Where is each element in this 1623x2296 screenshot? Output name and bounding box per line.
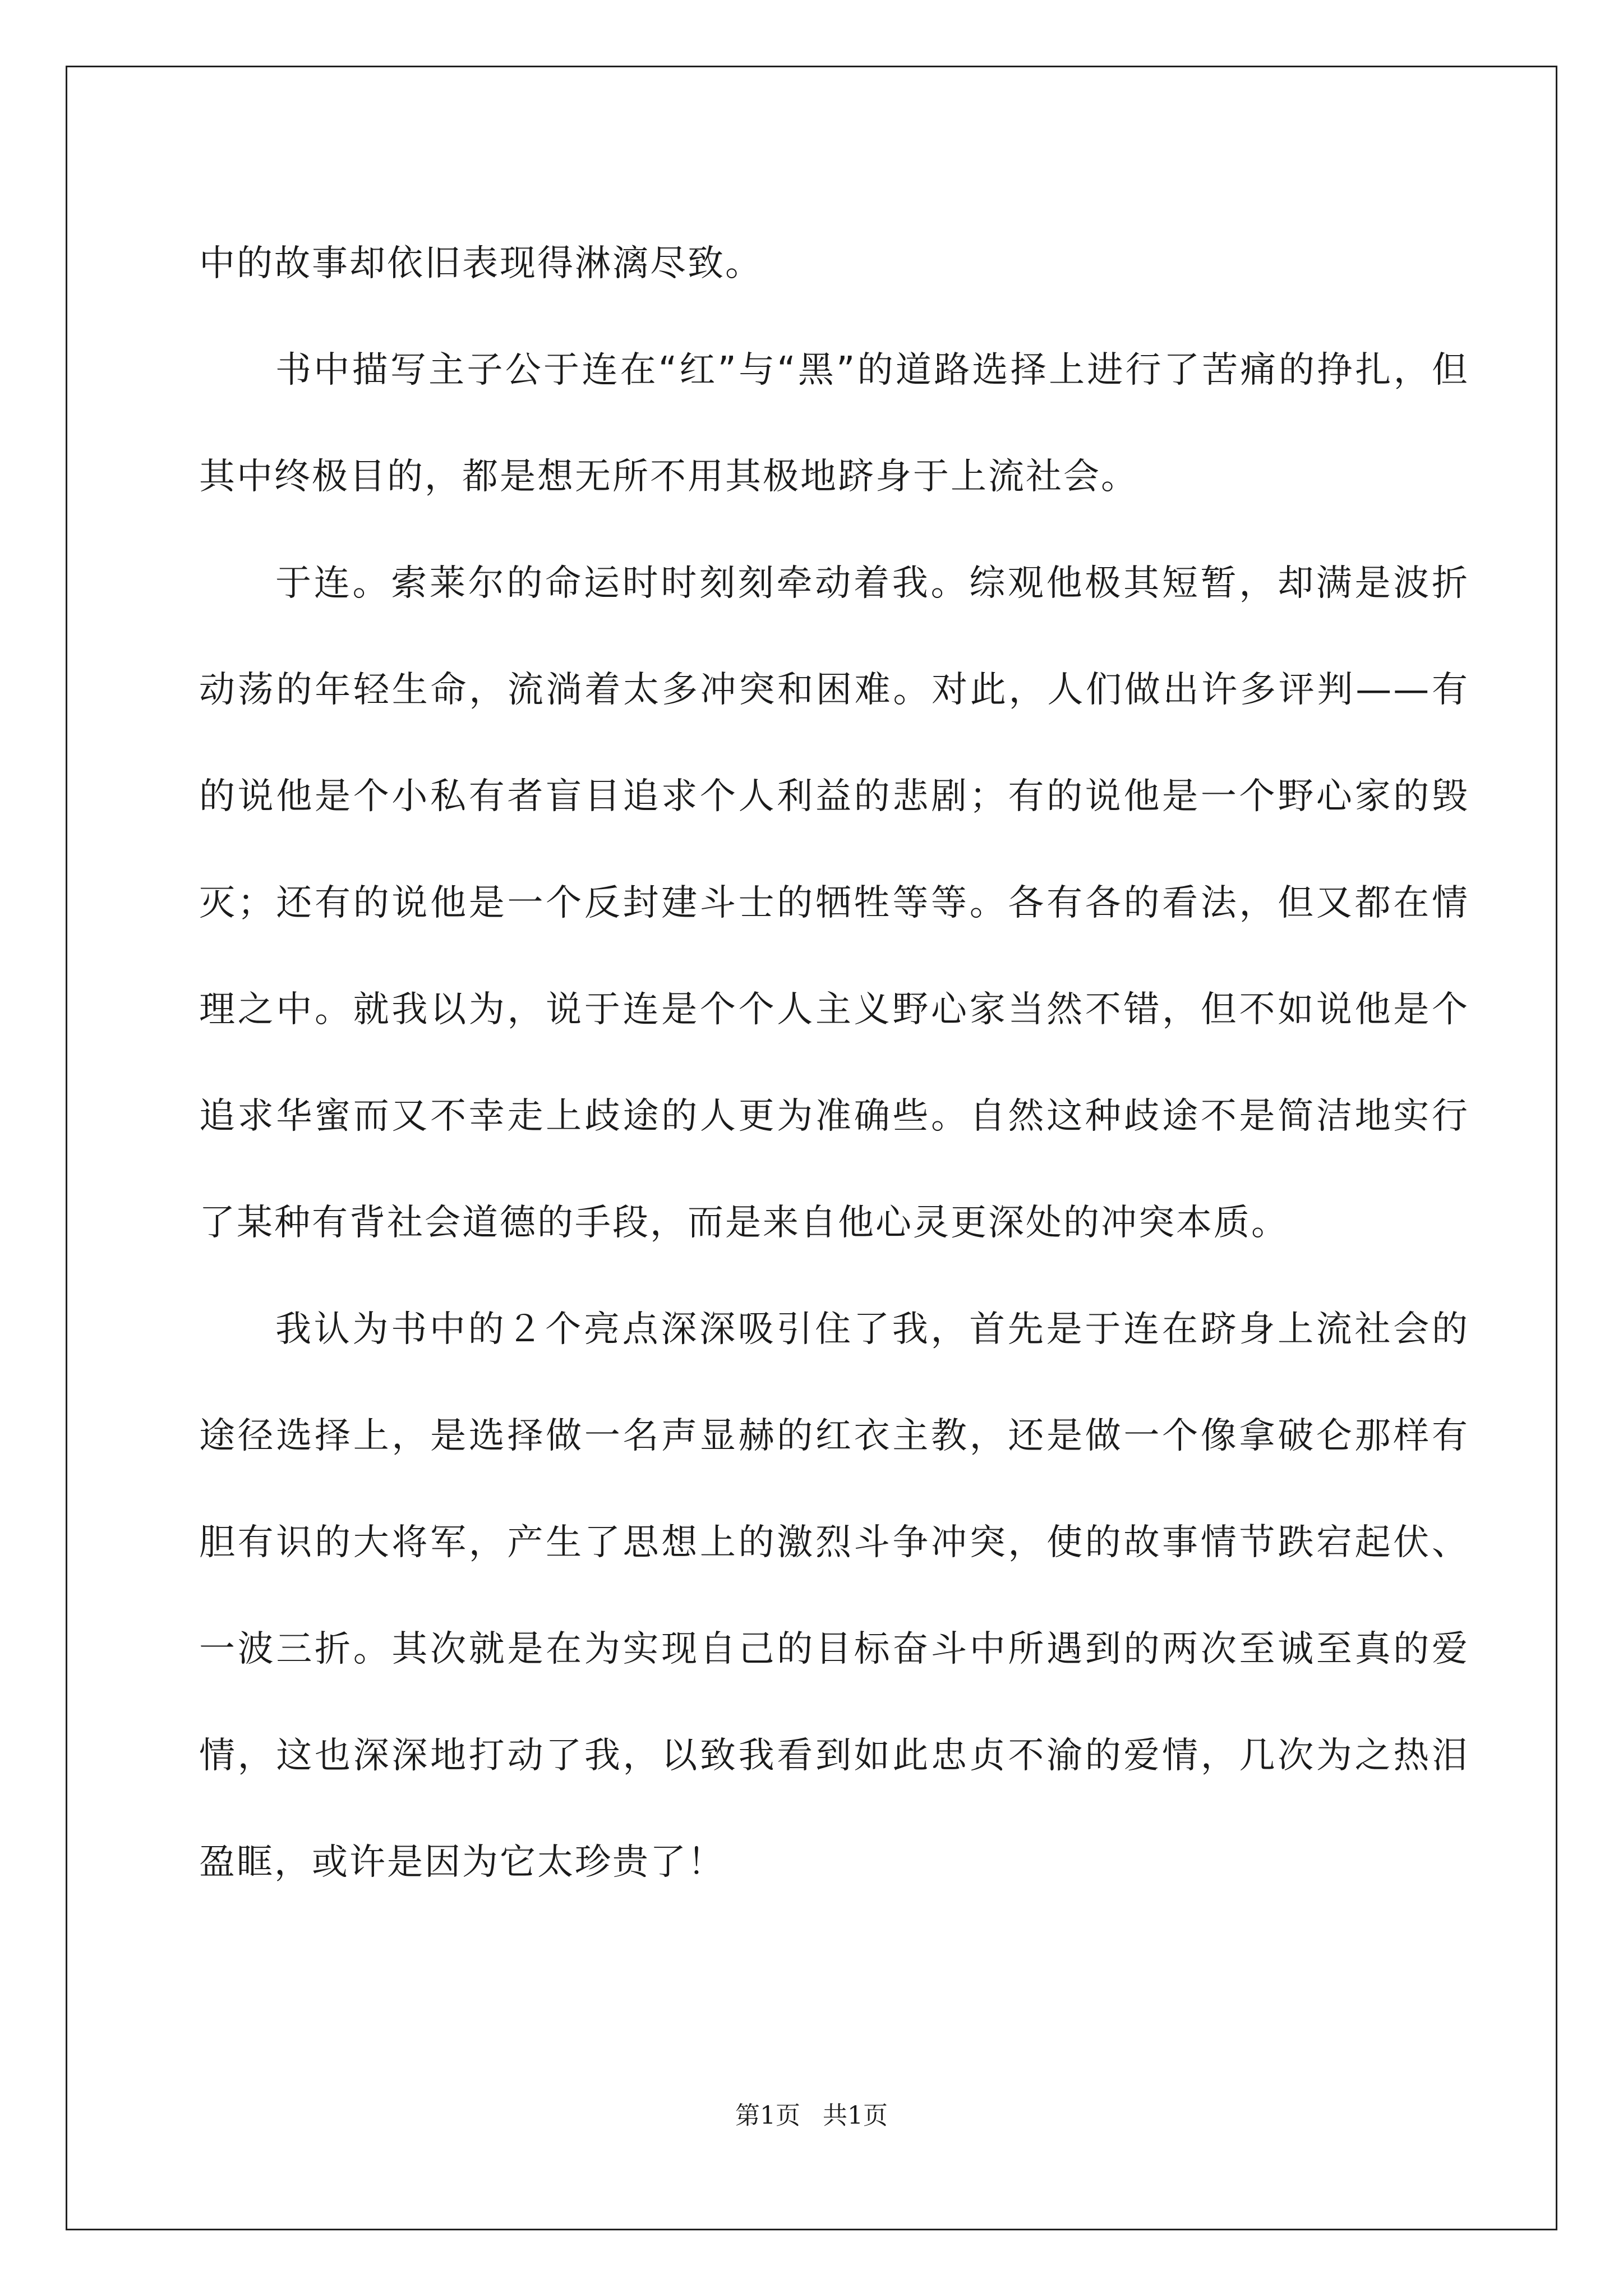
page-number: 第1页 (735, 2101, 800, 2130)
paragraph: 于连。索莱尔的命运时时刻刻牵动着我。综观他极其短暂，却满是波折动荡的年轻生命，流淌着太多冲突和困难。对此，人们做出许多评判——有的说他是个小私有者盲目追求个人利益的悲剧；有的说他是一个野心家的毁灭；还有的说他是一个反封建斗士的牺牲等等。各有各的看法，但又都在情理之中。就我以为，说于连是个个人主义野心家当然不错，但不如说他是个追求华蜜而又不幸走上歧途的人更为准确些。自然这种歧途不是简洁地实行了某种有背社会道德的手段，而是来自他心灵更深处的冲突本质。 (199, 563, 1469, 1244)
document-body (199, 210, 1469, 1916)
paragraph: 我认为书中的２个亮点深深吸引住了我，首先是于连在跻身上流社会的途径选择上，是选择做一名声显赫的红衣主教，还是做一个像拿破仑那样有胆有识的大将军，产生了思想上的激烈斗争冲突，使的故事情节跌宕起伏、一波三折。其次就是在为实现自己的目标奋斗中所遇到的两次至诚至真的爱情，这也深深地打动了我，以致我看到如此忠贞不渝的爱情，几次为之热泪盈眶，或许是因为它太珍贵了！ (199, 1309, 1469, 1883)
paragraph: 书中描写主子公于连在“红”与“黑”的道路选择上进行了苦痛的挣扎，但其中终极目的，都是想无所不用其极地跻身于上流社会。 (199, 349, 1469, 498)
paragraph: 中的故事却依旧表现得淋漓尽致。 (199, 243, 763, 284)
total-pages: 共1页 (823, 2101, 888, 2130)
page-footer (0, 2095, 1623, 2131)
